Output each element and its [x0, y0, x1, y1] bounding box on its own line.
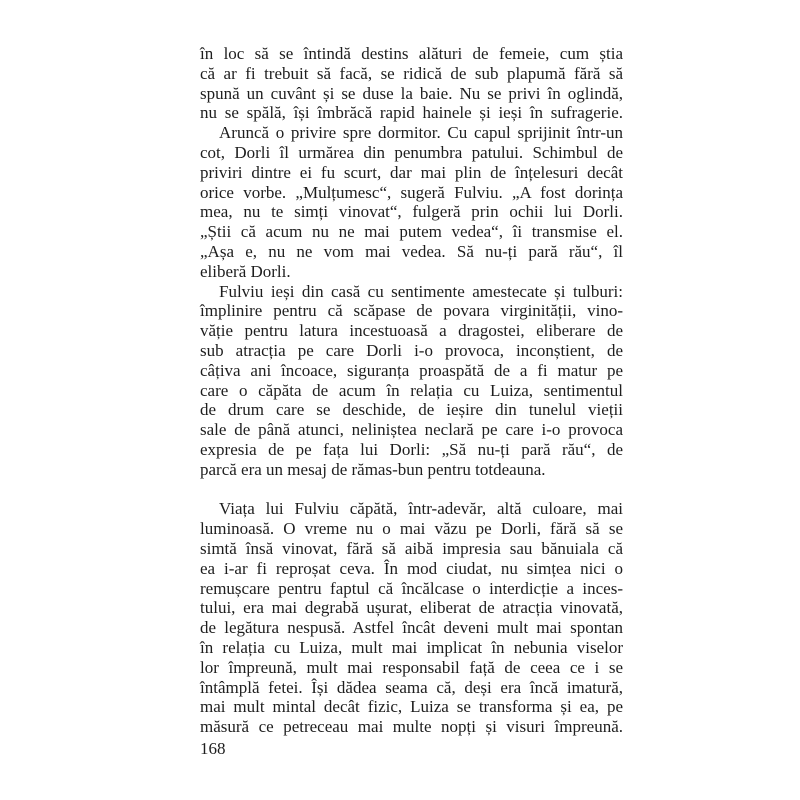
text-line: spună un cuvânt și se duse la baie. Nu se privi în oglindă, [200, 83, 623, 103]
text-line: remușcare pentru faptul că încălcase o interdicție a inces- [200, 578, 623, 598]
text-line: „Știi că acum nu ne mai putem vedea“, îi transmise el. [200, 222, 623, 242]
text-line: lor împreună, mult mai responsabil față de ceea ce i se [200, 657, 623, 677]
text-line: luminoasă. O vreme nu o mai văzu pe Dorli, fără să se [200, 519, 623, 539]
paragraph-2 [200, 123, 623, 281]
body-text [200, 44, 623, 737]
text-line: cot, Dorli îl urmărea din penumbra patului. Schimbul de [200, 142, 623, 162]
text-line: sale de până atunci, neliniștea neclară pe care i-o provoca [200, 420, 623, 440]
paragraph-3 [200, 282, 623, 480]
text-line: mai mult mintal decât fizic, Luiza se transforma și ea, pe [200, 697, 623, 717]
text-line: Aruncă o privire spre dormitor. Cu capul sprijinit într-un [219, 123, 623, 143]
text-line: câțiva ani încoace, siguranța proaspătă de a fi matur pe [200, 360, 623, 380]
text-line: nu se spălă, își îmbrăcă rapid hainele și ieși în sufragerie. [200, 103, 623, 123]
text-line: de drum care se deschide, de ieșire din tunelul vieții [200, 400, 623, 420]
section-break [200, 480, 623, 500]
text-line: Viața lui Fulviu căpătă, într-adevăr, altă culoare, mai [219, 499, 623, 519]
text-line: mea, nu te simți vinovat“, fulgeră prin ochii lui Dorli. [200, 202, 623, 222]
text-line: tului, era mai degrabă ușurat, eliberat de atracția vinovată, [200, 598, 623, 618]
text-line: priviri dintre ei fu scurt, dar mai plin de înțelesuri decât [200, 162, 623, 182]
text-line: văție pentru latura incestuoasă a dragostei, eliberare de [200, 321, 623, 341]
text-line: „Așa e, nu ne vom mai vedea. Să nu-ți pară rău“, îl [200, 241, 623, 261]
text-line: că ar fi trebuit să facă, se ridică de sub plapumă fără să [200, 63, 623, 83]
text-line: sub atracția pe care Dorli i-o provoca, inconștient, de [200, 340, 623, 360]
text-line: ea i-ar fi reproșat ceva. În mod ciudat, nu simțea nici o [200, 558, 623, 578]
text-line: în loc să se întindă destins alături de femeie, cum știa [200, 44, 623, 63]
text-line: care o căpăta de acum în relația cu Luiza, sentimentul [200, 380, 623, 400]
text-line: măsură ce petreceau mai multe nopți și visuri împreună. [200, 717, 623, 737]
paragraph-1 [200, 44, 623, 123]
text-line: simtă însă vinovat, fără să aibă impresia sau bănuiala că [200, 538, 623, 558]
text-line: împlinire pentru că scăpase de povara virginității, vino- [200, 301, 623, 321]
page-number: 168 [200, 739, 226, 758]
text-line: expresia de pe fața lui Dorli: „Să nu-ți pară rău“, de [200, 439, 623, 459]
text-line: parcă era un mesaj de rămas-bun pentru totdeauna. [200, 459, 546, 479]
text-line: orice vorbe. „Mulțumesc“, sugeră Fulviu. „A fost dorința [200, 182, 623, 202]
text-line: în relația cu Luiza, mult mai implicat în nebunia viselor [200, 637, 623, 657]
text-line: Fulviu ieși din casă cu sentimente amestecate și tulburi: [219, 281, 623, 301]
text-line: întâmplă fetei. Își dădea seama că, deși era încă imatură, [200, 677, 623, 697]
paragraph-4 [200, 499, 623, 737]
text-line: eliberă Dorli. [200, 261, 291, 281]
text-line: de legătura nespusă. Astfel încât deveni mult mai spontan [200, 618, 623, 638]
